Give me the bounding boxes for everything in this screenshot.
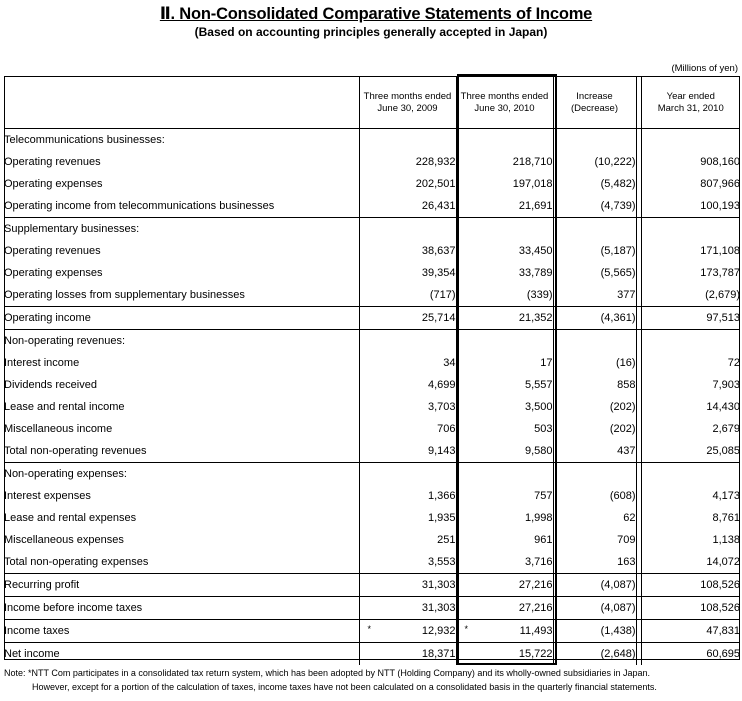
row-value-cell: (717) [359,284,456,307]
table-row [4,529,740,551]
row-value-cell: 173,787 [700,267,740,279]
table-row [4,284,740,307]
row-label: Operating revenues [4,151,359,173]
row-label: Lease and rental expenses [4,507,359,529]
row-label: Net income [4,643,359,666]
row-value-cell: 163 [553,551,636,574]
row-label: Non-operating expenses: [4,463,359,486]
row-value-cell: 27,216 [456,574,553,597]
row-value-cell: 18,371 [359,643,456,666]
statement-title: Ⅱ. Non-Consolidated Comparative Statements of Income [159,5,593,23]
row-value-cell [553,129,636,152]
row-value-cell [359,330,456,353]
table-row [4,463,740,486]
table-row [4,173,740,195]
row-label: Operating losses from supplementary businesses [4,284,359,307]
footnote-line-1: Note: *NTT Com participates in a consolidated tax return system, which has been adopted by NTT (Holding Company) and its wholly-owned subsidiaries in Japan. [4,668,650,678]
row-value-cell: (1,438) [553,620,636,643]
row-value-cell: (4,087) [553,574,636,597]
row-value-cell [456,218,553,241]
row-value-cell: 14,072 [706,556,740,568]
table-row [4,574,740,597]
table-row [4,330,740,353]
row-value-cell: 3,703 [359,396,456,418]
row-value-cell: 961 [456,529,553,551]
row-value-cell: 228,932 [359,151,456,173]
table-row [4,418,740,440]
row-value-cell [553,218,636,241]
table-header-row [4,77,740,129]
asterisk-marker: * [464,624,469,634]
row-value-cell: 17 [456,352,553,374]
units-label: (Millions of yen) [671,63,738,74]
table-row [4,240,740,262]
row-value-cell: 1,998 [456,507,553,529]
footnote [4,666,657,694]
row-label: Operating income from telecommunications businesses [4,195,359,218]
row-value-cell: 8,761 [712,512,740,524]
row-value-cell: 2,679 [712,423,740,435]
column-header-text: Increase (Decrease) [571,90,618,114]
row-value-cell [553,330,636,353]
row-value-cell [359,218,456,241]
row-label: Total non-operating revenues [4,440,359,463]
row-value-cell: 31,303 [359,574,456,597]
row-value-cell: 108,526 [641,574,740,597]
row-value-cell: 26,431 [359,195,456,218]
table-row [4,307,740,330]
row-value-cell: 3,553 [359,551,456,574]
row-value-cell: 251 [359,529,456,551]
row-value-cell: 9,580 [456,440,553,463]
row-value-cell: 62 [553,507,636,529]
row-value-cell: 377 [553,284,636,307]
row-value-cell: (5,565) [553,262,636,284]
column-header-text: Three months ended June 30, 2010 [460,90,549,114]
row-value-cell: (10,222) [553,151,636,173]
row-label: Supplementary businesses: [4,218,359,241]
row-value-cell: 34 [359,352,456,374]
row-value-cell: 1,138 [712,534,740,546]
row-value-cell [641,129,740,152]
row-label: Operating expenses [4,173,359,195]
row-value-cell: 4,699 [359,374,456,396]
row-label: Lease and rental income [4,396,359,418]
column-header-change [553,77,636,129]
row-label: Non-operating revenues: [4,330,359,353]
row-value-cell: 108,526 [641,597,740,620]
statement-subtitle: (Based on accounting principles generally accepted in Japan) [194,25,548,39]
row-value-cell: 709 [553,529,636,551]
row-value-cell: 3,500 [456,396,553,418]
row-label: Telecommunications businesses: [4,129,359,152]
row-label: Interest expenses [4,485,359,507]
row-value-cell: (5,187) [553,240,636,262]
table-row [4,218,740,241]
column-header-2009 [359,77,456,129]
row-value-cell: 97,513 [641,307,740,330]
table-row [4,620,740,643]
table-row [4,129,740,152]
row-value-cell: 5,557 [456,374,553,396]
row-value-cell: 807,966 [700,178,740,190]
row-value-cell: 39,354 [359,262,456,284]
row-value-cell: (202) [553,396,636,418]
row-value-cell [553,463,636,486]
row-value-cell: 858 [553,374,636,396]
column-header-2010 [456,77,553,129]
row-value-cell: 908,160 [700,156,740,168]
income-statement-table [4,76,740,665]
table-row [4,485,740,507]
column-header-fy2010 [641,77,740,129]
row-label: Total non-operating expenses [4,551,359,574]
row-value-cell: (4,739) [553,195,636,218]
row-value-cell: 47,831 [641,620,740,643]
row-value-cell: 27,216 [456,597,553,620]
row-value-cell [456,463,553,486]
row-label: Operating revenues [4,240,359,262]
row-value-cell: 1,366 [359,485,456,507]
row-value-cell: 12,932 * [359,620,456,643]
row-label: Interest income [4,352,359,374]
table-row [4,195,740,218]
row-label: Income taxes [4,620,359,643]
row-value-cell: (339) [456,284,553,307]
table-row [4,507,740,529]
row-value-cell: 33,789 [456,262,553,284]
row-value-cell [456,129,553,152]
table-row [4,352,740,374]
table-row [4,396,740,418]
row-value-cell: (5,482) [553,173,636,195]
table-row [4,151,740,173]
row-value-cell [359,129,456,152]
row-value-cell: 21,691 [456,195,553,218]
row-value-cell: 60,695 [641,643,740,666]
row-value-cell: 218,710 [456,151,553,173]
row-value-cell: 171,108 [700,245,740,257]
row-label: Operating expenses [4,262,359,284]
row-value-cell: 202,501 [359,173,456,195]
row-value-cell: 503 [456,418,553,440]
row-value-cell [641,463,740,486]
row-label: Operating income [4,307,359,330]
row-value-cell [456,330,553,353]
row-value-cell: (2,679) [705,289,740,301]
row-value-cell: 1,935 [359,507,456,529]
row-value-cell: 100,193 [700,200,740,212]
row-value-cell: 706 [359,418,456,440]
asterisk-marker: * [367,624,372,634]
column-header-text: Year ended March 31, 2010 [657,90,724,114]
row-value-cell: 9,143 [359,440,456,463]
row-value-cell [641,330,740,353]
header-label-cell [4,77,359,129]
column-header-text: Three months ended June 30, 2009 [363,90,452,114]
row-value-cell: 437 [553,440,636,463]
row-value-cell: (4,087) [553,597,636,620]
table-row [4,597,740,620]
row-value-cell: 11,493 * [456,620,553,643]
row-value-cell: 4,173 [712,490,740,502]
row-value-cell: (4,361) [553,307,636,330]
table-row [4,643,740,666]
row-value-cell: (2,648) [553,643,636,666]
row-label: Income before income taxes [4,597,359,620]
row-value-cell: 3,716 [456,551,553,574]
row-value-cell: 25,714 [359,307,456,330]
row-value-cell: 757 [456,485,553,507]
row-value-cell: 14,430 [706,401,740,413]
row-label: Recurring profit [4,574,359,597]
row-label: Miscellaneous income [4,418,359,440]
footnote-line-2: However, except for a portion of the calculation of taxes, income taxes have not been calculated on a consolidated basis in the quarterly financial statements. [32,682,657,692]
row-label: Miscellaneous expenses [4,529,359,551]
row-value-cell: 72 [727,357,740,369]
row-value-cell: 31,303 [359,597,456,620]
table-row [4,440,740,463]
table-row [4,374,740,396]
row-value-cell: 38,637 [359,240,456,262]
row-value-cell: (202) [553,418,636,440]
row-value-cell [641,218,740,241]
row-value-cell: 25,085 [706,445,740,457]
row-value-cell [359,463,456,486]
row-value-cell: 7,903 [712,379,740,391]
row-value-cell: (608) [553,485,636,507]
row-value-cell: 15,722 [456,643,553,666]
row-value-cell: 197,018 [456,173,553,195]
table-row [4,262,740,284]
row-value-cell: 33,450 [456,240,553,262]
row-label: Dividends received [4,374,359,396]
row-value-cell: (16) [553,352,636,374]
row-value-cell: 21,352 [456,307,553,330]
table-row [4,551,740,574]
